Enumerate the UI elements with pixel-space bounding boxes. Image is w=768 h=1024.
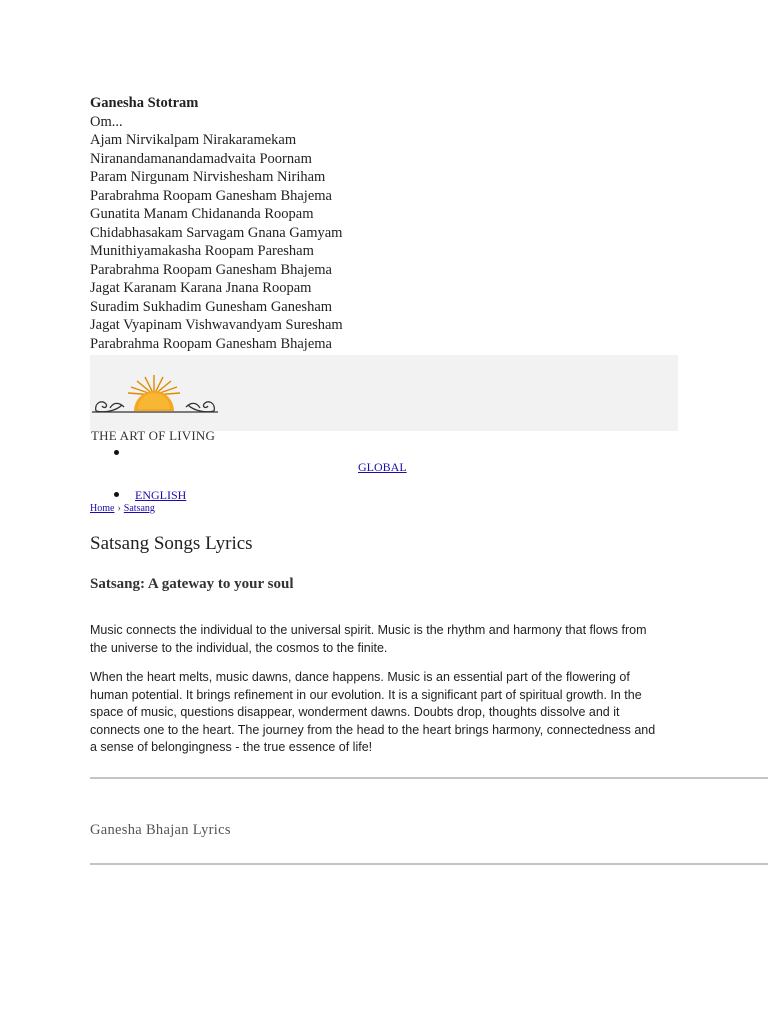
breadcrumb bbox=[90, 503, 155, 514]
divider bbox=[90, 777, 768, 779]
stotram-line: Ajam Nirvikalpam Nirakaramekam bbox=[90, 132, 297, 148]
breadcrumb-separator: › bbox=[117, 503, 121, 514]
stotram-line: Parabrahma Roopam Ganesham Bhajema bbox=[90, 335, 332, 352]
breadcrumb-home-link[interactable]: Home bbox=[90, 503, 115, 514]
list-bullet bbox=[114, 450, 119, 455]
stotram-line: Jagat Vyapinam Vishwavandyam Suresham bbox=[90, 317, 343, 333]
stotram-line: Niranandamanandamadvaita Poornam bbox=[90, 150, 312, 167]
stotram-line: Suradim Sukhadim Gunesham Ganesham bbox=[90, 298, 333, 315]
page-title: Satsang Songs Lyrics bbox=[90, 533, 253, 554]
body-paragraph: When the heart melts, music dawns, dance happens. Music is an essential part of the flowering of human potential. It brings refinement in our evolution. It is a significant part of spiritual growth. In the space of music, questions disappear, wonderment dawns. Doubts drop, thoughts dissolve and it connects one to the heart. The journey from the head to the heart brings harmony, connectedness and a sense of belongingness - the true essence of life! bbox=[90, 670, 656, 754]
stotram-line: Gunatita Manam Chidananda Roopam bbox=[90, 206, 314, 222]
intro-paragraph: Music connects the individual to the universal spirit. Music is the rhythm and harmony that flows from the universe to the individual, the cosmos to the finite. bbox=[90, 623, 647, 655]
stotram-line: Parabrahma Roopam Ganesham Bhajema bbox=[90, 187, 332, 204]
page-subtitle: Satsang: A gateway to your soul bbox=[90, 576, 294, 592]
sun-and-swans-logo-icon bbox=[90, 371, 220, 415]
english-link[interactable]: ENGLISH bbox=[135, 488, 187, 502]
stotram-line: Parabrahma Roopam Ganesham Bhajema bbox=[90, 261, 332, 278]
header-logo-bar bbox=[90, 355, 678, 443]
stotram-line: Param Nirgunam Nirvishesham Niriham bbox=[90, 169, 326, 185]
stotram-line: Munithiyamakasha Roopam Paresham bbox=[90, 243, 314, 259]
breadcrumb-satsang-link[interactable]: Satsang bbox=[123, 503, 155, 514]
list-bullet bbox=[114, 492, 119, 497]
logo-text: THE ART OF LIVING bbox=[91, 428, 216, 443]
stotram-line: Chidabhasakam Sarvagam Gnana Gamyam bbox=[90, 224, 343, 241]
stotram-line: Om... bbox=[90, 113, 123, 130]
divider bbox=[90, 863, 768, 865]
global-link[interactable]: GLOBAL bbox=[358, 460, 407, 474]
stotram-block bbox=[90, 94, 343, 353]
stotram-title: Ganesha Stotram bbox=[90, 95, 199, 111]
stotram-line: Jagat Karanam Karana Jnana Roopam bbox=[90, 280, 312, 296]
ganesha-bhajan-lyrics-section[interactable]: Ganesha Bhajan Lyrics bbox=[90, 822, 231, 838]
art-of-living-logo[interactable] bbox=[90, 371, 220, 443]
